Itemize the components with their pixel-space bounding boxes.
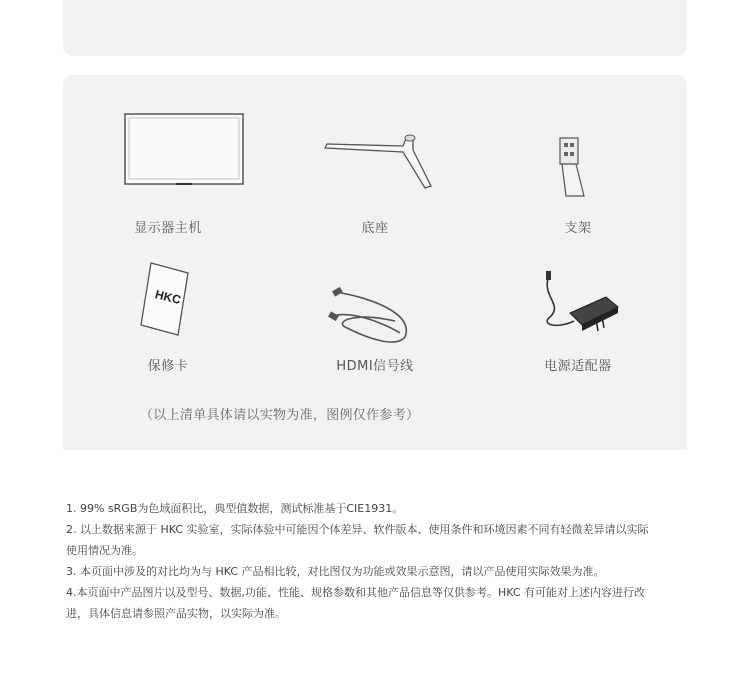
top-panel xyxy=(63,0,687,56)
hkc-logo: HKC xyxy=(153,287,183,308)
footnote-3: 3. 本页面中涉及的对比均为与 HKC 产品相比较，对比图仅为功能或效果示意图，请以产品使用实际效果为准。 xyxy=(66,565,605,578)
item-label: 电源适配器 xyxy=(544,359,612,374)
hdmi-cable-icon xyxy=(275,257,475,347)
footnote-2-cont: 使用情况为准。 xyxy=(66,544,143,557)
footnotes xyxy=(66,498,696,624)
footnote-4: 4.本页面中产品图片以及型号、数据,功能、性能、规格参数和其他产品信息等仅供参考。HKC 有可能对上述内容进行改 xyxy=(66,586,646,599)
item-label: 底座 xyxy=(361,221,389,236)
warranty-card-icon xyxy=(68,257,268,337)
stand-icon xyxy=(478,110,678,200)
item-label: 支架 xyxy=(564,221,592,236)
item-label: HDMI信号线 xyxy=(336,359,414,374)
item-label: 显示器主机 xyxy=(134,221,202,236)
base-icon xyxy=(275,110,475,190)
package-contents-panel xyxy=(63,75,687,450)
item-warranty-card xyxy=(68,257,268,387)
monitor-icon xyxy=(68,110,268,190)
footnote-2: 2. 以上数据来源于 HKC 实验室，实际体验中可能因个体差异、软件版本、使用条件和环境因素不同有轻微差异请以实际 xyxy=(66,523,649,536)
item-hdmi-cable xyxy=(275,257,475,387)
footnote-4-cont: 进，具体信息请参照产品实物，以实际为准。 xyxy=(66,607,286,620)
item-label: 保修卡 xyxy=(147,359,189,374)
item-monitor xyxy=(68,110,268,240)
disclaimer-text: （以上清单具体请以实物为准，图例仅作参考） xyxy=(140,408,420,423)
item-base xyxy=(275,110,475,240)
item-power-adapter xyxy=(478,257,678,387)
item-stand xyxy=(478,110,678,240)
footnote-1: 1. 99% sRGB为色域面积比，典型值数据，测试标准基于CIE1931。 xyxy=(66,502,404,515)
power-adapter-icon xyxy=(478,257,678,347)
